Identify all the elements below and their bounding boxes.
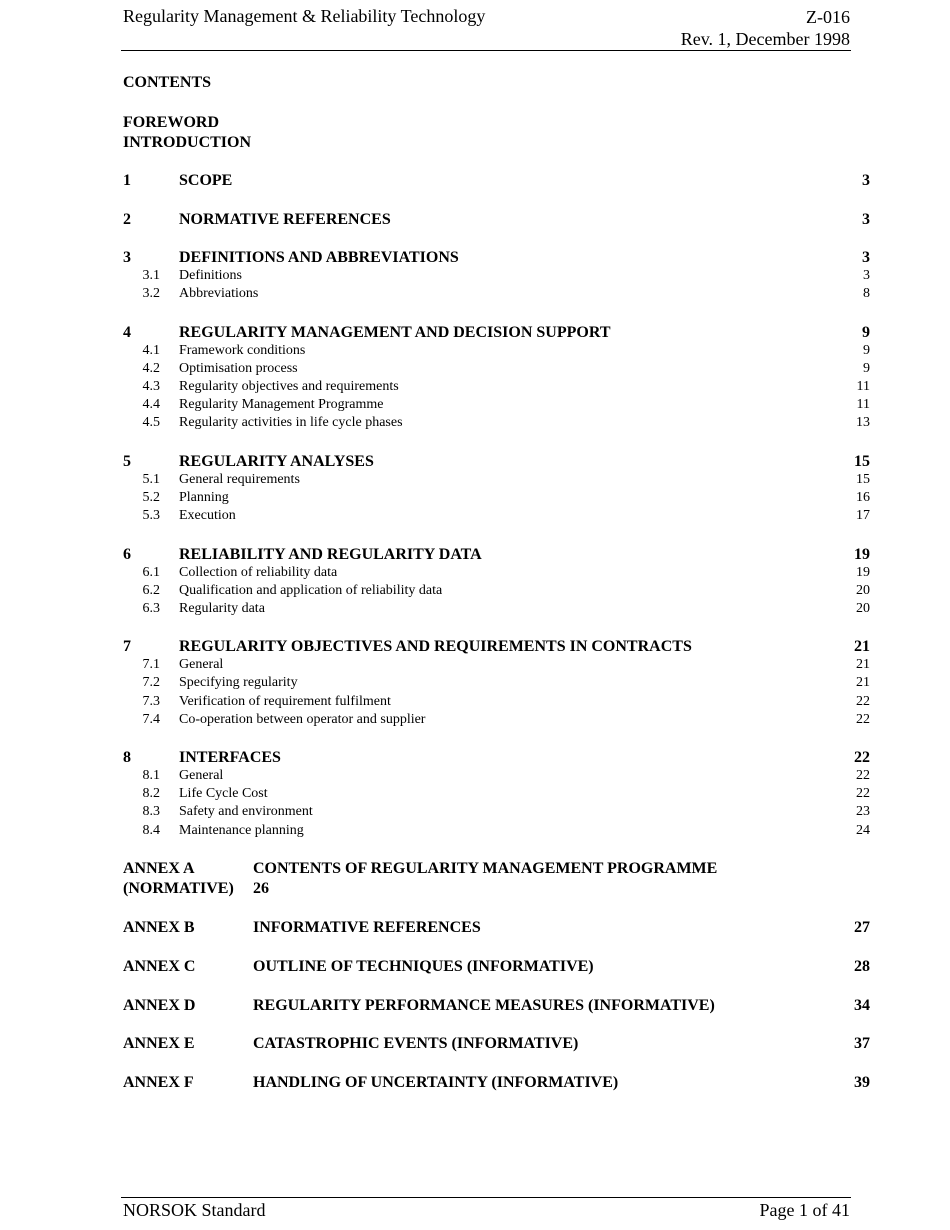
subsection-number: 7.3 [142,693,160,709]
section-number: 4 [123,323,131,341]
subsection-title: Maintenance planning [179,822,304,838]
subsection-page: 20 [856,600,870,616]
subsection-number: 8.3 [142,804,160,820]
subsection-title: Specifying regularity [179,675,298,691]
subsection-number: 4.1 [142,342,160,358]
subsection-page: 24 [856,822,870,838]
subsection-title: Co-operation between operator and supplier [179,711,426,727]
subsection-page: 22 [856,786,870,802]
subsection-number: 7.4 [142,711,160,727]
section-page: 22 [854,749,870,767]
annex-title: CATASTROPHIC EVENTS (INFORMATIVE) [253,1035,579,1053]
annex-title: REGULARITY PERFORMANCE MEASURES (INFORMATIVE) [253,996,715,1014]
subsection-page: 20 [856,582,870,598]
subsection-title: General [179,768,224,784]
subsection-number: 5.1 [142,471,160,487]
annex-page: 34 [854,996,870,1014]
subsection-number: 8.4 [142,822,160,838]
section-title: SCOPE [179,172,233,189]
subsection-title: Optimisation process [179,360,298,376]
section-page: 21 [854,638,870,656]
section-number: 8 [123,749,131,767]
subsection-page: 22 [856,693,870,709]
subsection-title: Regularity data [179,600,265,616]
annex-page: 28 [854,957,870,975]
section-number: 5 [123,452,131,470]
subsection-number: 4.5 [142,415,160,431]
annex-title: OUTLINE OF TECHNIQUES (INFORMATIVE) [253,957,594,975]
subsection-number: 8.1 [142,768,160,784]
subsection-page: 3 [863,268,870,283]
annex-label-qualifier: (NORMATIVE) [123,880,234,898]
subsection-number: 5.2 [142,489,160,505]
subsection-number: 6.2 [142,582,160,598]
section-title: REGULARITY ANALYSES [179,452,374,470]
section-number: 3 [123,249,131,266]
header-doc-info [681,6,850,50]
subsection-page: 11 [856,397,870,412]
footer-rule [121,1197,851,1198]
subsection-page: 9 [863,342,870,358]
section-number: 1 [123,172,131,189]
header-title: Regularity Management & Reliability Technology [123,6,486,26]
annex-label: ANNEX B [123,918,195,936]
header-rule [121,50,851,51]
footer-standard: NORSOK Standard [123,1200,266,1220]
subsection-title: General [179,657,224,673]
subsection-page: 9 [863,360,870,376]
section-title: REGULARITY OBJECTIVES AND REQUIREMENTS IN CONTRACTS [179,638,692,656]
subsection-title: Regularity activities in life cycle phases [179,415,403,431]
subsection-number: 4.4 [142,397,160,412]
subsection-number: 3.1 [142,268,160,283]
annex-label: ANNEX C [123,957,196,975]
section-page: 3 [862,210,870,228]
subsection-title: Safety and environment [179,804,313,820]
subsection-title: General requirements [179,471,300,487]
annex-title: CONTENTS OF REGULARITY MANAGEMENT PROGRAMME [253,860,718,878]
annex-label: ANNEX E [123,1035,195,1053]
subsection-page: 16 [856,489,870,505]
subsection-number: 7.1 [142,657,160,673]
subsection-number: 8.2 [142,786,160,802]
section-page: 3 [862,249,870,266]
subsection-title: Qualification and application of reliability data [179,582,443,598]
annex-title: HANDLING OF UNCERTAINTY (INFORMATIVE) [253,1074,619,1092]
toc-foreword: FOREWORD [123,114,219,131]
subsection-page: 15 [856,471,870,487]
contents-heading: CONTENTS [123,74,212,91]
annex-page: 27 [854,918,870,936]
subsection-title: Framework conditions [179,342,306,358]
header-revision: Rev. 1, December 1998 [680,29,850,49]
subsection-page: 11 [856,378,870,394]
annex-label: ANNEX D [123,996,196,1014]
section-title: REGULARITY MANAGEMENT AND DECISION SUPPORT [179,323,611,341]
subsection-page: 21 [856,675,870,691]
section-number: 6 [123,545,131,563]
section-page: 9 [862,323,870,341]
subsection-title: Regularity Management Programme [179,397,384,412]
section-number: 7 [123,638,131,656]
subsection-number: 3.2 [142,286,160,302]
section-page: 19 [854,545,870,563]
section-title: NORMATIVE REFERENCES [179,210,391,228]
annex-page: 26 [253,880,269,898]
subsection-page: 22 [856,768,870,784]
section-title: INTERFACES [179,749,281,767]
subsection-number: 5.3 [142,507,160,523]
section-page: 3 [862,172,870,189]
subsection-title: Abbreviations [179,286,259,302]
subsection-page: 19 [856,564,870,580]
subsection-title: Planning [179,489,229,505]
subsection-number: 4.3 [142,378,160,394]
annex-page: 39 [854,1074,870,1092]
header-doc-id: Z-016 [806,7,850,27]
subsection-page: 22 [856,711,870,727]
footer-page-number: Page 1 of 41 [759,1200,850,1220]
subsection-page: 21 [856,657,870,673]
subsection-title: Definitions [179,268,242,283]
section-page: 15 [854,452,870,470]
subsection-number: 6.1 [142,564,160,580]
subsection-page: 17 [856,507,870,523]
toc-introduction: INTRODUCTION [123,134,252,151]
subsection-number: 7.2 [142,675,160,691]
annex-label: ANNEX F [123,1074,194,1092]
subsection-title: Verification of requirement fulfilment [179,693,391,709]
subsection-page: 13 [856,415,870,431]
subsection-page: 23 [856,804,870,820]
annex-label: ANNEX A [123,860,195,878]
section-title: RELIABILITY AND REGULARITY DATA [179,545,482,563]
section-title: DEFINITIONS AND ABBREVIATIONS [179,249,459,266]
subsection-number: 6.3 [142,600,160,616]
annex-page: 37 [854,1035,870,1053]
subsection-title: Regularity objectives and requirements [179,378,399,394]
subsection-number: 4.2 [142,360,160,376]
subsection-title: Execution [179,507,236,523]
subsection-title: Life Cycle Cost [179,786,268,802]
section-number: 2 [123,210,131,228]
subsection-page: 8 [863,286,870,302]
subsection-title: Collection of reliability data [179,564,338,580]
annex-title: INFORMATIVE REFERENCES [253,918,481,936]
